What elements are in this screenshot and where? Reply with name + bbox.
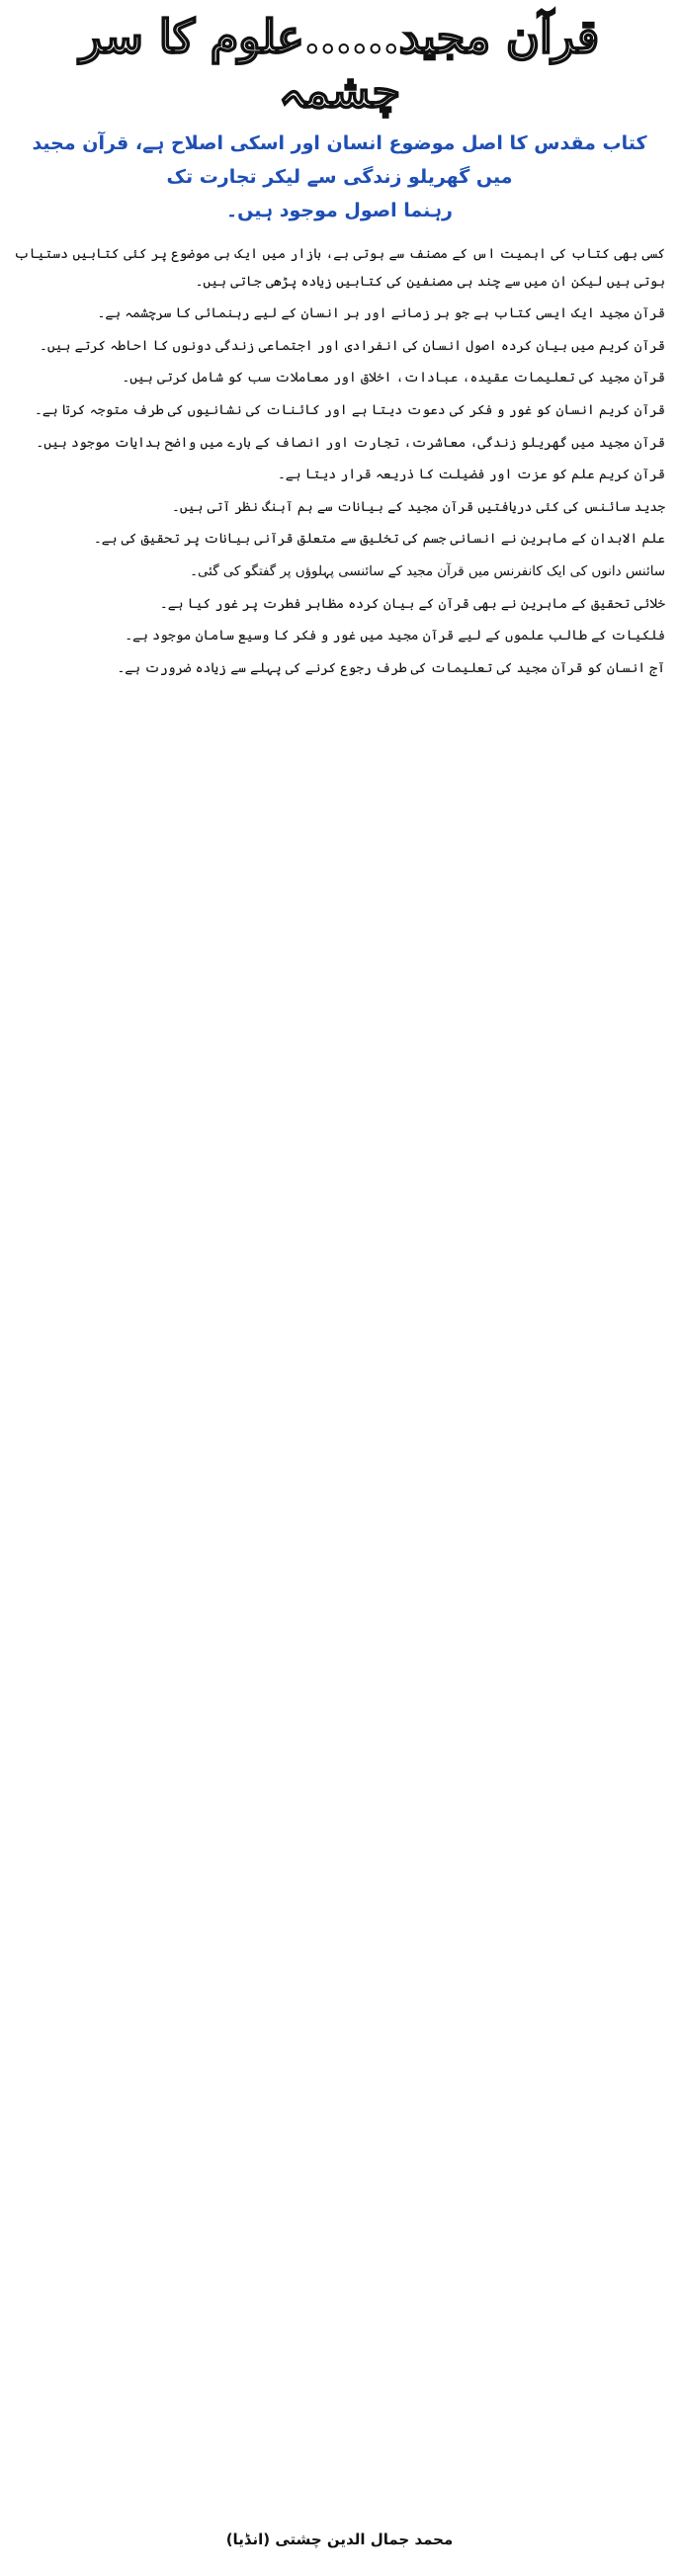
intro-line: رہنما اصول موجود ہیں۔ [226, 200, 453, 221]
body-paragraph: قرآن کریم علم کو عزت اور فضیلت کا ذریعہ قرار دیتا ہے۔ [277, 468, 665, 483]
title-area [14, 6, 665, 123]
body-paragraph: قرآن کریم انسان کو غور و فکر کی دعوت دیتا ہے اور کائنات کی نشانیوں کی طرف متوجہ کرتا ہے۔ [35, 402, 665, 418]
body-paragraph: خلائی تحقیق کے ماہرین نے بھی قرآن کے بیان کردہ مظاہر فطرت پر غور کیا ہے۔ [159, 596, 665, 612]
body-paragraph: قرآن مجید ایک ایسی کتاب ہے جو ہر زمانے اور ہر انسان کے لیے رہنمائی کا سرچشمہ ہے۔ [97, 306, 665, 322]
intro-line: کتاب مقدس کا اصل موضوع انسان اور اسکی اصلاح ہے، قرآن مجید میں گھریلو زندگی سے لیکر تجارت تک [32, 132, 647, 188]
article-body [14, 241, 665, 682]
body-paragraph: جدید سائنس کی کئی دریافتیں قرآن مجید کے بیانات سے ہم آہنگ نظر آتی ہیں۔ [172, 499, 665, 515]
body-paragraph: قرآن کریم میں بیان کردہ اصول انسان کی انفرادی اور اجتماعی زندگی دونوں کا احاطہ کرتے ہیں۔ [39, 338, 665, 354]
body-paragraph: کسی بھی کتاب کی اہمیت اس کے مصنف سے ہوتی ہے، بازار میں ایک ہی موضوع پر کئی کتابیں دستیاب ہوتی ہیں لیکن ان میں سے چند ہی مصنفین کی کتابیں زیادہ پڑھی جاتی ہیں۔ [14, 247, 665, 290]
body-paragraph: علم الابدان کے ماہرین نے انسانی جسم کی تخلیق سے متعلق قرآنی بیانات پر تحقیق کی ہے۔ [93, 532, 665, 548]
body-paragraph: فلکیات کے طالب علموں کے لیے قرآن مجید میں غور و فکر کا وسیع سامان موجود ہے۔ [125, 629, 665, 644]
body-paragraph: سائنس دانوں کی ایک کانفرنس میں قرآن مجید کے سائنسی پہلوؤں پر گفتگو کی گئی۔ [190, 563, 665, 579]
body-paragraph: قرآن مجید میں گھریلو زندگی، معاشرت، تجارت اور انصاف کے بارے میں واضح ہدایات موجود ہیں۔ [36, 435, 665, 451]
body-paragraph: آج انسان کو قرآن مجید کی تعلیمات کی طرف رجوع کرنے کی پہلے سے زیادہ ضرورت ہے۔ [117, 660, 665, 676]
body-paragraph: قرآن مجید کی تعلیمات عقیدہ، عبادات، اخلاق اور معاملات سب کو شامل کرتی ہیں۔ [122, 371, 665, 386]
author-byline: محمد جمال الدین چشتی (انڈیا) [225, 2531, 454, 2548]
page-title: قرآن مجید......علوم کا سر چشمہ [79, 9, 600, 118]
intro-banner [14, 127, 665, 227]
